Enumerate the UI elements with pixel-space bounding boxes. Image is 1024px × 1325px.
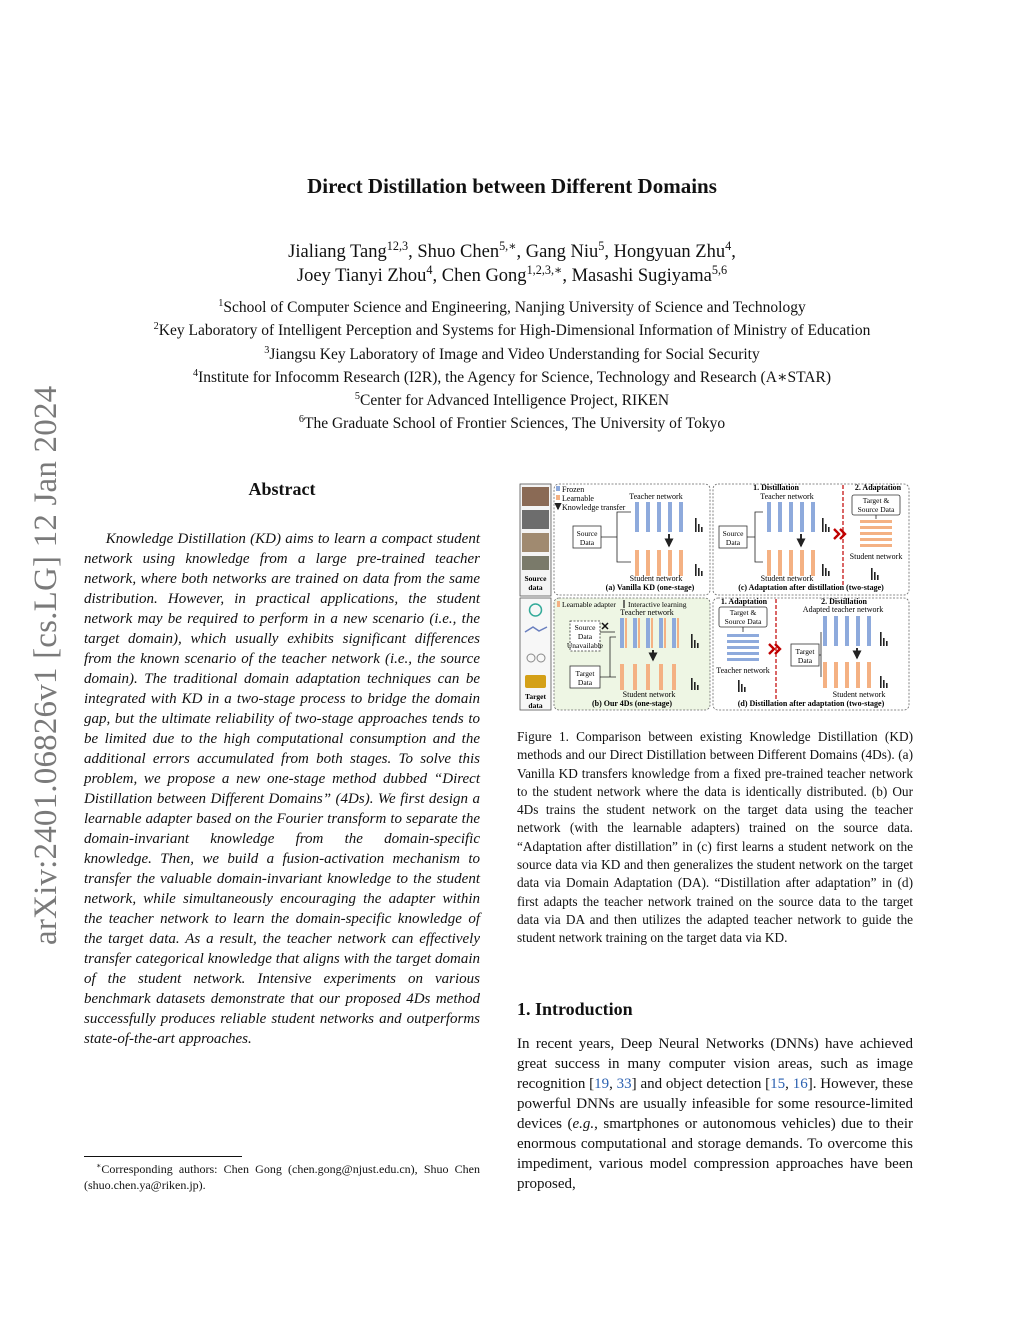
affiliation: $^5$Center for Advanced Intelligence Project, RIKEN — [354, 391, 670, 410]
panel-a-data-label: Source — [576, 529, 598, 538]
author-name: Jialiang Tang — [288, 242, 387, 262]
figure-1-caption: Figure 1. Comparison between existing Knowledge Distillation (KD) methods and our Direct Distillation between Different Domains (4Ds). (a) Vanilla KD transfers knowledge from a fixed pre-trained teacher network to the student network where the data is identically distributed. (b) Our 4Ds trains the student network on the target data using the teacher network (with the learnable adapters) trained on the source data. “Adaptation after distillation” in (c) first learns a student network on the source data via KD and then generalizes the student network on the target data via Domain Adaptation (DA). “Distillation after adaptation” in (d) first adapts the teacher network trained on the source data to the target data via DA and then utilizes the adapted teacher network to guide the student network training on the target data via KD. — [517, 729, 913, 946]
panel-c-teacher-label: Teacher network — [760, 492, 814, 501]
panel-d-stage-2: 2. Distillation — [821, 597, 867, 606]
panel-d-data-label: Target & — [729, 608, 757, 617]
source-sample-image — [522, 556, 549, 570]
citation-link[interactable]: 33 — [616, 1076, 632, 1092]
target-data-label: Target — [525, 692, 546, 701]
panel-d-student-label: Student network — [832, 690, 886, 699]
author-line-2: Joey Tianyi Zhou$^4$, Chen Gong$^{1,2,3,∗}$, Masashi Sugiyama$^{5,6}$ — [296, 262, 728, 286]
legend-frozen: Frozen — [562, 485, 585, 494]
introduction-paragraph: In recent years, Deep Neural Networks (DNNs) have achieved great success in many computer vision areas, such as image recognition [19, 33] and object detection [15, 16]. However, these powerful DNNs are usually infeasible for some resource-limited devices (e.g., smartphones or autonomous vehicles) due to their enormous computational and storage demands. To overcome this impediment, various model compression approaches have been proposed, — [517, 1036, 914, 1192]
citation-link[interactable]: 16 — [792, 1076, 808, 1092]
author-name: Chen Gong — [441, 266, 527, 286]
affiliation-list — [0, 296, 1024, 436]
bus-image-icon — [525, 675, 546, 688]
footnote-rule — [84, 1156, 242, 1157]
panel-c-caption: (c) Adaptation after distillation (two-stage) — [738, 583, 884, 592]
panel-d-data-label: Source Data — [724, 617, 762, 626]
panel-b-data-label: Data — [577, 678, 593, 687]
panel-c-data-label: Source — [722, 529, 744, 538]
source-sample-image — [522, 533, 549, 552]
panel-a-caption: (a) Vanilla KD (one-stage) — [605, 583, 695, 592]
adapter-legend-swatch — [557, 601, 560, 607]
panel-a-student-label: Student network — [629, 574, 683, 583]
author-name: Gang Niu — [525, 242, 599, 262]
panel-b-data-label: Target — [575, 669, 595, 678]
author-name: Masashi Sugiyama — [571, 266, 712, 286]
panel-d-adapted-teacher-label: Adapted teacher network — [802, 605, 884, 614]
legend-transfer: Knowledge transfer — [562, 503, 626, 512]
affiliation: $^6$The Graduate School of Frontier Sciences, The University of Tokyo — [298, 414, 726, 433]
author-affil: 4 — [426, 262, 433, 277]
panel-d-caption: (d) Distillation after adaptation (two-stage) — [737, 699, 885, 708]
panel-b-caption: (b) Our 4Ds (one-stage) — [591, 699, 673, 708]
panel-c-data2-label: Source Data — [857, 505, 895, 514]
section-heading-introduction: 1. Introduction — [517, 999, 633, 1019]
panel-b-unavailable-label: Source — [574, 623, 596, 632]
panel-b-unavailable-label: Data — [577, 632, 593, 641]
source-data-label: Source — [524, 574, 547, 583]
author-name: Shuo Chen — [417, 242, 500, 262]
affiliation: $^2$Key Laboratory of Intelligent Perception and Systems for High-Dimensional Information of Ministry of Education — [153, 321, 871, 340]
author-affil: 1,2,3,∗ — [526, 262, 563, 277]
author-affil: 4 — [725, 238, 732, 253]
panel-a-teacher-label: Teacher network — [629, 492, 683, 501]
panel-c-student-label: Student network — [760, 574, 814, 583]
panel-c-data2-label: Target & — [862, 496, 890, 505]
frozen-legend-swatch — [556, 486, 560, 491]
paper-title: Direct Distillation between Different Domains — [307, 174, 717, 198]
panel-c-student2-label: Student network — [849, 552, 903, 561]
source-sample-image — [522, 487, 549, 506]
abstract-body: Knowledge Distillation (KD) aims to learn a compact student network using knowledge from a large pre-trained teacher network, where both networks are trained on data from the same distribution. However, in practical applications, the student network may be required to perform in a new scenario (i.e., the target domain), which usually exhibits significant differences from the known scenario of the teacher network (i.e., the source domain). The traditional domain adaptation techniques can be integrated with KD in a two-stage process to bridge the domain gap, but the ultimate reliability of two-stage approaches tends to be limited due to the high computational consumption and the additional errors accumulated from both stages. To solve this problem, we propose a new one-stage method dubbed “Direct Distillation between Different Domains” (4Ds). We first design a learnable adapter based on the Fourier transform to separate the domain-invariant knowledge from the domain-specific knowledge. Then, we build a fusion-activation mechanism to transfer the valuable domain-invariant knowledge to the student network, while simultaneously encouraging the adapter within the teacher network to learn the domain-specific knowledge of the target data. As a result, the teacher network can effectively transfer categorical knowledge that aligns with the target domain of the student network. Intensive experiments on various benchmark datasets demonstrate that our proposed 4Ds method successfully produces reliable student networks and outperforms state-of-the-art approaches. — [84, 531, 480, 1047]
panel-c-data-label: Data — [725, 538, 741, 547]
panel-b-unavailable-label: Unavailable — [566, 641, 604, 650]
affiliation: $^1$School of Computer Science and Engineering, Nanjing University of Science and Technology — [218, 297, 806, 316]
panel-c-stage-1: 1. Distillation — [753, 483, 799, 492]
panel-a-data-label: Data — [579, 538, 595, 547]
author-affil: 12,3 — [386, 238, 409, 253]
figure-1 — [519, 482, 911, 712]
source-sample-image — [522, 510, 549, 529]
affiliation: $^4$Institute for Infocomm Research (I2R), the Agency for Science, Technology and Research (A∗STAR) — [192, 367, 831, 386]
author-list — [0, 240, 1024, 288]
panel-b-teacher-label: Teacher network — [620, 608, 674, 617]
panel-b-adapter-label: Learnable adapter — [562, 600, 616, 609]
panel-d-data2-label: Target — [795, 647, 815, 656]
citation-link[interactable]: 15 — [770, 1076, 786, 1092]
author-affil: 5,6 — [711, 262, 728, 277]
footnote: ∗Corresponding authors: Chen Gong (chen.gong@njust.edu.cn), Shuo Chen (shuo.chen.ya@riken.jp). — [84, 1161, 480, 1192]
legend-learnable: Learnable — [562, 494, 594, 503]
author-affil: 5,∗ — [499, 238, 517, 253]
affiliation: $^3$Jiangsu Key Laboratory of Image and Video Understanding for Social Security — [264, 344, 760, 363]
arxiv-identifier: arXiv:2401.06826v1 [cs.LG] 12 Jan 2024 — [28, 385, 64, 945]
author-name: Hongyuan Zhu — [613, 242, 726, 262]
author-line-1: Jialiang Tang$^{12,3}$, Shuo Chen$^{5,∗}$, Gang Niu$^5$, Hongyuan Zhu$^4$, — [288, 238, 736, 262]
panel-b-interactive-label: Interactive learning — [628, 600, 687, 609]
panel-d-teacher-label: Teacher network — [716, 666, 770, 675]
author-name: Joey Tianyi Zhou — [296, 266, 427, 286]
source-data-label: data — [528, 583, 543, 592]
panel-b-student-label: Student network — [622, 690, 676, 699]
figure-1-diagram — [519, 482, 911, 712]
panel-d-stage-1: 1. Adaptation — [720, 597, 768, 606]
abstract-heading: Abstract — [248, 479, 316, 499]
author-affil: 5 — [598, 238, 605, 253]
citation-link[interactable]: 19 — [594, 1076, 610, 1092]
panel-d-data2-label: Data — [797, 656, 813, 665]
panel-c-stage-2: 2. Adaptation — [854, 483, 902, 492]
learnable-legend-swatch — [556, 495, 560, 500]
target-data-label: data — [528, 701, 543, 710]
